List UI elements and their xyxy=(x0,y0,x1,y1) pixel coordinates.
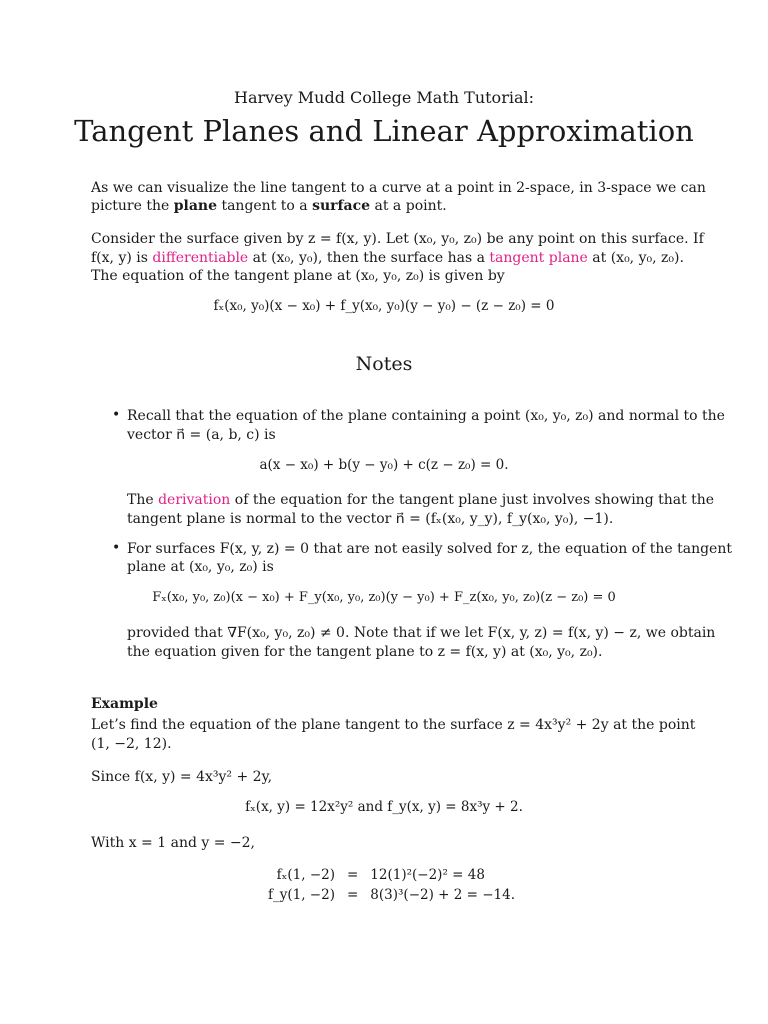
evaluation-table xyxy=(262,865,521,905)
example-heading: Example xyxy=(91,696,158,712)
example-line3: Since f(x, y) = 4x³y² + 2y, xyxy=(91,769,273,785)
text: tangent to a xyxy=(217,198,313,214)
note2-line4: the equation given for the tangent plane to z = f(x, y) at (x₀, y₀, z₀). xyxy=(127,644,603,660)
intro-p2-line3: The equation of the tangent plane at (x₀, y₀, z₀) is given by xyxy=(91,268,505,284)
text: The xyxy=(127,492,159,508)
intro-p1-line2 xyxy=(91,196,447,217)
link-tangent-plane[interactable]: tangent plane xyxy=(489,250,588,266)
note2-line1: For surfaces F(x, y, z) = 0 that are not easily solved for z, the equation of the tangent xyxy=(127,541,732,557)
example-line1: Let’s find the equation of the plane tangent to the surface z = 4x³y² + 2y at the point xyxy=(91,717,696,733)
partial-derivatives-equation: fₓ(x, y) = 12x²y² and f_y(x, y) = 8x³y + 2. xyxy=(245,799,523,815)
text: at a point. xyxy=(370,198,447,214)
link-differentiable[interactable]: differentiable xyxy=(152,250,249,266)
text: f(x, y) is xyxy=(91,250,153,266)
note1-line1: Recall that the equation of the plane containing a point (x₀, y₀, z₀) and normal to the xyxy=(127,408,725,424)
eval-eq: = xyxy=(346,867,359,883)
text: at (x₀, y₀), then the surface has a xyxy=(248,250,490,266)
plane-equation: a(x − x₀) + b(y − y₀) + c(z − z₀) = 0. xyxy=(259,457,509,473)
text: of the equation for the tangent plane just involves showing that the xyxy=(230,492,715,508)
bold-term-plane: plane xyxy=(173,198,217,214)
eval-eq: = xyxy=(346,887,359,903)
note1-line4: tangent plane is normal to the vector n⃗ = (fₓ(x₀, y_y), f_y(x₀, y₀), −1). xyxy=(127,511,614,527)
example-line2: (1, −2, 12). xyxy=(91,736,172,752)
page-title: Tangent Planes and Linear Approximation xyxy=(74,114,694,148)
notes-heading: Notes xyxy=(355,353,413,375)
bold-term-surface: surface xyxy=(312,198,371,214)
eval-rhs: 8(3)³(−2) + 2 = −14. xyxy=(370,887,516,903)
evaluation-row xyxy=(262,885,521,905)
note2-line2: plane at (x₀, y₀, z₀) is xyxy=(127,559,274,575)
bullet-icon: • xyxy=(112,540,121,556)
intro-p1-line1: As we can visualize the line tangent to a curve at a point in 2-space, in 3-space we can xyxy=(91,180,706,196)
note1-line2: vector n⃗ = (a, b, c) is xyxy=(127,427,276,443)
eval-lhs: f_y(1, −2) xyxy=(268,887,335,903)
bullet-icon: • xyxy=(112,407,121,423)
intro-p2-line1: Consider the surface given by z = f(x, y). Let (x₀, y₀, z₀) be any point on this surface. If xyxy=(91,231,704,247)
eval-lhs: fₓ(1, −2) xyxy=(276,867,335,883)
note2-line3: provided that ∇F(x₀, y₀, z₀) ≠ 0. Note that if we let F(x, y, z) = f(x, y) − z, we obtain xyxy=(127,625,716,641)
tangent-plane-equation: fₓ(x₀, y₀)(x − x₀) + f_y(x₀, y₀)(y − y₀) − (z − z₀) = 0 xyxy=(213,298,555,314)
implicit-tangent-equation: Fₓ(x₀, y₀, z₀)(x − x₀) + F_y(x₀, y₀, z₀)(y − y₀) + F_z(x₀, y₀, z₀)(z − z₀) = 0 xyxy=(152,590,616,605)
text: at (x₀, y₀, z₀). xyxy=(587,250,684,266)
link-derivation[interactable]: derivation xyxy=(158,492,231,508)
note1-line3 xyxy=(127,490,714,511)
subtitle: Harvey Mudd College Math Tutorial: xyxy=(234,88,534,107)
eval-rhs: 12(1)²(−2)² = 48 xyxy=(370,867,485,883)
text: picture the xyxy=(91,198,174,214)
example-line4: With x = 1 and y = −2, xyxy=(91,835,256,851)
evaluation-row xyxy=(262,865,521,885)
